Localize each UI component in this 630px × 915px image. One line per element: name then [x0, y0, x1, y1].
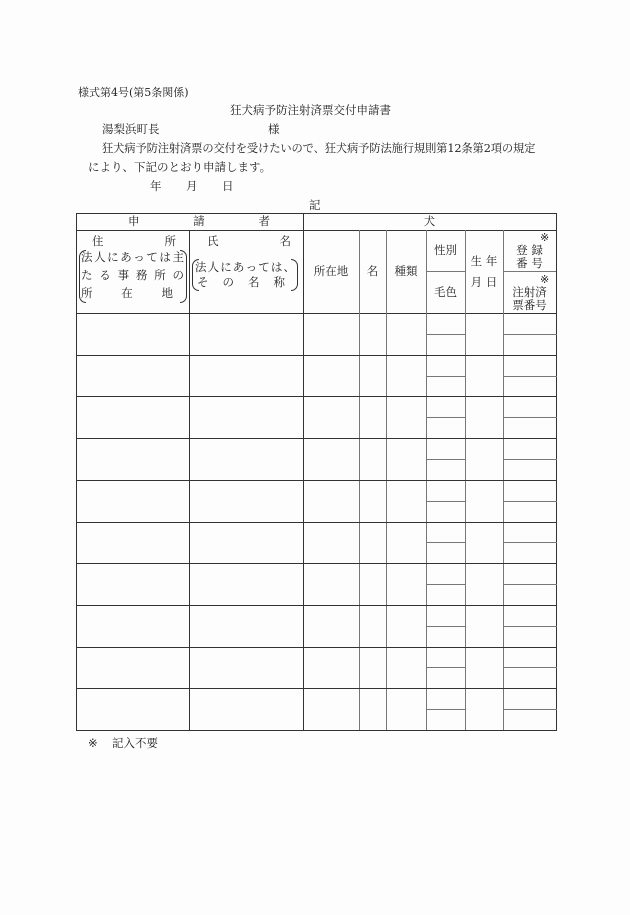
note-char: に — [107, 250, 119, 264]
note-char: 所 — [154, 268, 166, 282]
applicant-char: 者 — [258, 214, 270, 228]
table-top-border — [76, 213, 557, 214]
row-sub-divider — [426, 584, 465, 585]
note-char: あ — [232, 260, 245, 274]
name-note-line-2 — [197, 277, 285, 289]
address-note-line-3 — [81, 288, 173, 300]
name-header-char: 氏 — [207, 234, 219, 248]
table-row[interactable] — [77, 606, 556, 647]
document-title: 狂犬病予防注射済票交付申請書 — [230, 103, 391, 117]
table-row[interactable] — [77, 397, 556, 438]
note-char: の — [222, 275, 234, 289]
footer-note-text: 記入不要 — [112, 736, 158, 750]
note-char: 人 — [94, 250, 106, 264]
body-text-line-1: 狂犬病予防注射済票の交付を受けたいので、狂犬病予防法施行規則第12条第2項の規定 — [102, 142, 536, 155]
registration-tag-divider — [503, 271, 557, 272]
registration-number-header — [503, 243, 556, 271]
registration-line-2: 番 号 — [516, 256, 543, 270]
note-mark-tag: ※ — [540, 273, 550, 286]
addressee: 湯梨浜町長 — [102, 122, 160, 136]
breed-header: 種類 — [394, 264, 418, 279]
date-month-label: 月 — [186, 179, 198, 193]
row-sub-divider — [426, 376, 465, 377]
row-sub-divider — [503, 667, 557, 668]
row-sub-divider — [503, 542, 557, 543]
row-sub-divider — [426, 709, 465, 710]
name-header-char: 名 — [279, 234, 291, 248]
table-row[interactable] — [77, 439, 556, 480]
applicant-char: 申 — [128, 214, 140, 228]
table-row[interactable] — [77, 689, 556, 730]
note-char: 地 — [161, 286, 173, 300]
tag-line-1: 注射済 — [512, 284, 547, 299]
row-sub-divider — [503, 626, 557, 627]
note-char: 主 — [172, 250, 184, 264]
name-header — [207, 236, 291, 248]
date-year-label: 年 — [150, 179, 162, 193]
row-sub-divider — [503, 459, 557, 460]
applicant-group-header — [128, 216, 270, 228]
note-mark-registration: ※ — [540, 231, 550, 244]
group-header-divider — [76, 230, 557, 231]
note-char: 事 — [117, 268, 130, 282]
sex-color-divider — [426, 271, 465, 272]
tag-line-2: 票番号 — [512, 298, 547, 312]
body-text-line-2: により、下記のとおり申請します。 — [88, 160, 272, 174]
note-char: 在 — [121, 286, 133, 300]
note-char: 、 — [283, 260, 295, 274]
table-row[interactable] — [77, 481, 556, 522]
note-char: っ — [245, 260, 258, 274]
row-sub-divider — [426, 626, 465, 627]
note-char: て — [146, 250, 158, 264]
note-char: そ — [197, 275, 209, 289]
address-header — [92, 236, 176, 248]
date-day-label: 日 — [222, 179, 234, 193]
note-char: っ — [133, 250, 145, 264]
table-row[interactable] — [77, 356, 556, 397]
note-char: は — [159, 250, 171, 264]
note-char: あ — [120, 250, 132, 264]
note-char: 務 — [135, 268, 148, 282]
note-char: 所 — [81, 286, 93, 300]
row-divider — [76, 730, 557, 731]
birth-line-2: 月 日 — [470, 274, 498, 289]
address-note-line-1 — [81, 252, 184, 264]
row-sub-divider — [426, 417, 465, 418]
ki-heading: 記 — [309, 198, 321, 212]
applicant-char: 請 — [193, 214, 205, 228]
coat-color-header: 毛色 — [434, 284, 457, 299]
address-header-char: 住 — [92, 234, 104, 248]
row-sub-divider — [503, 501, 557, 502]
table-row[interactable] — [77, 314, 556, 355]
note-char: 人 — [207, 260, 220, 274]
note-char: 称 — [273, 275, 285, 289]
birth-date-header — [465, 230, 503, 313]
note-char: 法 — [81, 250, 93, 264]
row-sub-divider — [426, 459, 465, 460]
address-header-char: 所 — [164, 234, 176, 248]
dog-group-header: 犬 — [423, 214, 436, 229]
dog-name-header: 名 — [366, 264, 379, 279]
note-char: 法 — [195, 260, 207, 274]
footer-note-mark: ※ — [88, 736, 98, 750]
table-row[interactable] — [77, 648, 556, 689]
row-sub-divider — [503, 417, 557, 418]
row-sub-divider — [503, 376, 557, 377]
name-note-line-1 — [195, 262, 295, 274]
row-sub-divider — [503, 709, 557, 710]
birth-line-1: 生 年 — [470, 254, 498, 269]
address-note-line-2 — [81, 270, 184, 282]
table-right-border — [556, 213, 557, 731]
note-char: て — [258, 260, 270, 274]
table-row[interactable] — [77, 523, 556, 564]
tag-number-header — [503, 285, 556, 313]
note-char: は — [270, 260, 283, 274]
row-sub-divider — [503, 334, 557, 335]
honorific: 様 — [268, 122, 280, 136]
row-sub-divider — [503, 584, 557, 585]
row-sub-divider — [426, 334, 465, 335]
row-sub-divider — [426, 667, 465, 668]
note-char: に — [220, 260, 232, 274]
note-char: の — [172, 268, 184, 282]
registration-line-1: 登 録 — [516, 242, 543, 257]
note-char: 名 — [248, 275, 260, 289]
note-char: る — [99, 268, 111, 282]
location-header: 所在地 — [313, 264, 349, 279]
form-number: 様式第4号(第5条関係) — [78, 86, 189, 99]
table-row[interactable] — [77, 564, 556, 605]
note-char: た — [81, 268, 93, 282]
row-sub-divider — [426, 501, 465, 502]
row-sub-divider — [426, 542, 465, 543]
sex-header: 性別 — [434, 243, 457, 258]
